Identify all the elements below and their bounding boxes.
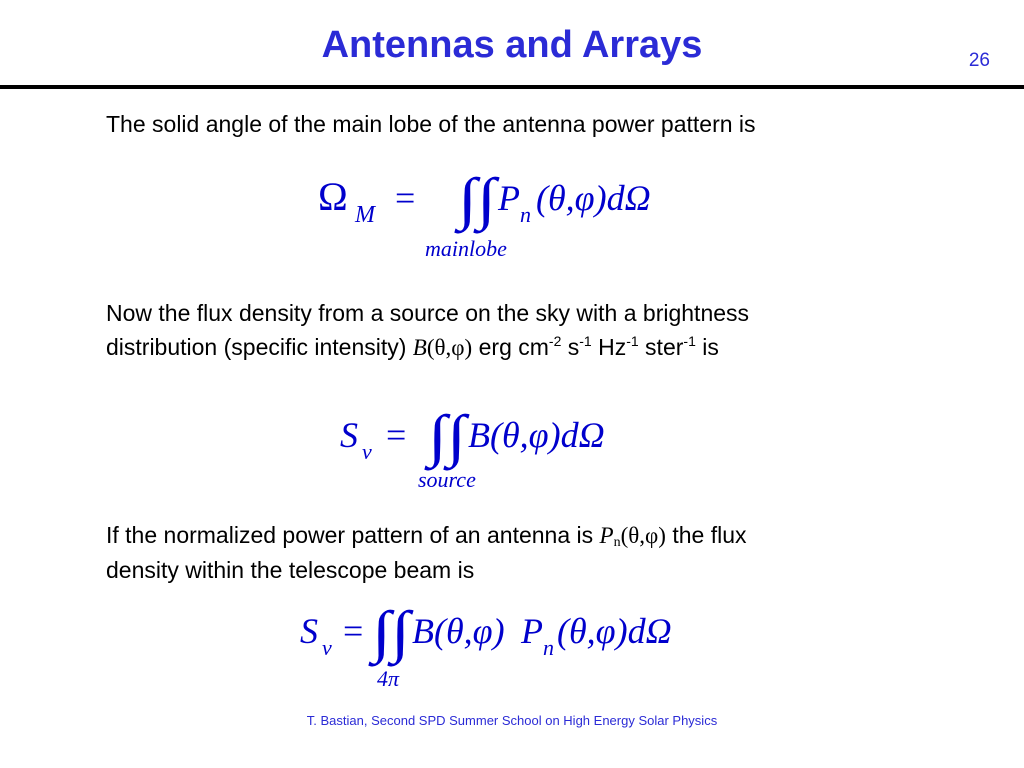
eq2-lhs: S [340, 415, 358, 455]
paragraph-telescope-beam [106, 518, 926, 587]
p2-unit-ster: ster$^{-1}$ [638, 333, 696, 360]
p2-args: (θ,φ) [426, 335, 473, 360]
eq3-rhs-b: B(θ,φ) [412, 611, 505, 651]
page-number: 26 [968, 50, 990, 71]
eq2-rhs: B(θ,φ)dΩ [468, 415, 605, 455]
title-divider [0, 85, 1024, 89]
p2-prefix: distribution (specific intensity) [106, 334, 413, 360]
paragraph-telescope-beam-line2: density within the telescope beam is [106, 557, 475, 583]
eq1-rhs-sub: n [520, 202, 531, 227]
eq1-integral-limit: mainlobe [425, 236, 507, 261]
eq3-double-integral: ∫∫ [372, 599, 404, 664]
equation-3-svg [295, 598, 715, 698]
equation-beam-flux-density [295, 598, 715, 703]
eq2-lhs-sub: ν [362, 439, 372, 464]
eq3-lhs: S [300, 611, 318, 651]
p2-unit-erg: erg $cm^{-2}$ [472, 333, 562, 360]
slide-footer: T. Bastian, Second SPD Summer School on High Energy Solar Physics [306, 713, 718, 728]
paragraph-flux-density-line1: Now the flux density from a source on the sky with a brightness [106, 300, 750, 326]
eq3-rhs-rest: (θ,φ)dΩ [557, 611, 672, 651]
equation-2-svg [330, 405, 660, 500]
equation-source-flux-density [330, 405, 660, 505]
slide-title: Antennas and Arrays [321, 24, 703, 66]
eq3-rhs-sub: n [543, 635, 554, 660]
eq3-lhs-sub: ν [322, 635, 332, 660]
equation-main-lobe-solid-angle [310, 160, 710, 275]
eq2-integral-limit: source [418, 467, 476, 492]
p3-prefix: If the normalized power pattern of an antenna is [106, 522, 600, 548]
eq1-double-integral: ∫∫ [458, 166, 490, 231]
eq2-equals: = [386, 415, 407, 455]
eq1-lhs: Ω [318, 174, 348, 219]
eq3-rhs-p: P [521, 611, 543, 651]
p2-brightness-symbol: B [412, 335, 427, 360]
eq1-rhs-rest: (θ,φ)dΩ [536, 178, 651, 218]
paragraph-solid-angle: The solid angle of the main lobe of the antenna power pattern is [106, 111, 756, 137]
paragraph-flux-density [106, 296, 926, 365]
equation-1-svg [310, 160, 710, 270]
eq1-equals: = [395, 178, 416, 218]
p3-power-pattern-sub: n [613, 535, 621, 550]
p2-unit-s: $s^{-1}$ [561, 333, 592, 360]
eq3-integral-limit: 4π [377, 666, 400, 691]
paragraph-telescope-beam-line1 [106, 518, 926, 553]
eq1-lhs-sub: M [355, 202, 375, 228]
p3-args: (θ,φ) [620, 523, 666, 548]
p3-suffix: the flux [665, 522, 747, 548]
eq2-double-integral: ∫∫ [428, 405, 460, 468]
paragraph-flux-density-line2 [106, 330, 926, 365]
p2-suffix: is [695, 334, 719, 360]
eq1-rhs-p: P [498, 178, 520, 218]
p2-unit-hz: $Hz^{-1}$ [591, 333, 639, 360]
p3-power-pattern-symbol: P [599, 523, 614, 548]
eq3-equals: = [343, 611, 364, 651]
